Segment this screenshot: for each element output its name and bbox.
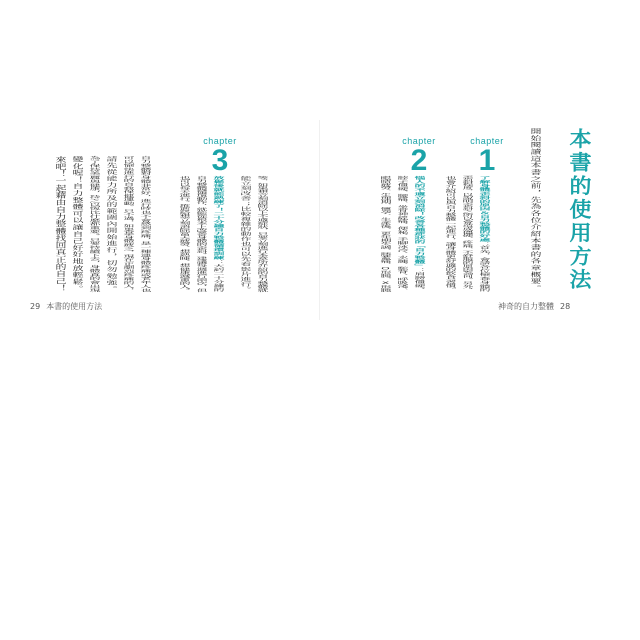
chapter-3-heading: 放鬆後就能熟練了！二十分鐘自力整體循環訓練 — [212, 176, 225, 260]
chapter-2-text-line: 脖子僵硬、腰痛、坐骨神經痛、便秘、手腳冰冷、水腫、駝背、呼吸淺、 — [396, 176, 409, 292]
chapter-2-lead: ：肩膀僵硬、 — [413, 267, 426, 292]
chapter-3-text-line: 自力整體循環動作，就能從根本上改善身體的歪斜。建議每週進行兩次，但 — [195, 176, 208, 293]
chapter-2-label: chapter — [402, 136, 436, 146]
chapter-3-marker — [195, 136, 245, 176]
body-text-line: 可以愉快進行的自我保健運動。只不過，如果是身體疲乏，現在正劇烈疼痛的人， — [122, 156, 135, 293]
chapter-3-text-line: 也可以每天進行。推薦給想立刻消除當天疲勞、想熟睡、想健康減重的人。 — [178, 176, 191, 293]
left-page-number: 29 — [30, 302, 41, 311]
body-text-line: 自力整體對身體非常好，進行時也不會感到疼痛，是一種連身體疼痛或老年人也 — [139, 156, 152, 293]
body-text-line: 變化喔！自力整體可以讓自己好好地放輕鬆。 — [71, 156, 84, 293]
chapter-2-text-line: 眼睛疲勞、生理期、懷孕、生產後、更年期失調、膝蓋痛、O形腿、X形腿 — [379, 176, 392, 292]
chapter-1-text-line: 也會介紹可以與自力整體一起進行，讓身體更舒適的飲食習慣。 — [444, 176, 457, 292]
right-page-number: 28 — [560, 302, 571, 311]
page-title: 本書的使用方法 — [566, 128, 591, 292]
chapter-1-number: 1 — [478, 144, 496, 177]
chapter-1-label: chapter — [470, 136, 504, 146]
chapter-1-marker — [462, 136, 512, 176]
body-text-line: 為了保持美麗與健康，持之以恆比什麼都重要。只要持續下去，身體真的會出現 — [88, 156, 101, 293]
left-text-line: 能立刻改善；比較複雜的動作也可以先看影片進行。 — [239, 176, 252, 292]
chapter-3-number: 3 — [211, 144, 229, 177]
body-text-line: 請先從能力所及的範圍內開始進行，切勿勉強。 — [105, 156, 118, 293]
chapter-3-lead: ：大約二十分鐘的 — [212, 259, 225, 292]
chapter-1-heading-line — [479, 176, 490, 292]
gutter-divider — [319, 120, 320, 320]
chapter-1-lead: ：首先，會請各位檢查身體的 — [478, 241, 491, 292]
chapter-3-heading-line — [213, 176, 224, 292]
left-footer — [30, 301, 102, 312]
chapter-2-heading-line — [414, 176, 425, 292]
chapter-2-marker — [394, 136, 444, 176]
chapter-3-label: chapter — [203, 136, 237, 146]
chapter-1-heading: 了解身體歪斜的原因＆自力整體的好處 — [478, 176, 491, 242]
left-text-line: 等，如果想立刻消除以上不適症狀，只要立刻進行本章所介紹的自力整體就 — [256, 176, 269, 293]
intro-line: 開始閱讀這本書之前，先為各位介紹本書的各章概要。 — [529, 128, 542, 292]
chapter-2-number: 2 — [410, 144, 428, 177]
left-footer-text: 本書的使用方法 — [46, 302, 103, 311]
chapter-1-text-line: 歪斜程度，以說明歪斜之所以會造成僵硬、疼痛、不舒服的原因為何。另外， — [461, 176, 474, 292]
chapter-2-heading: 惱人的不適立刻消除！改善各種症狀的「自力整體」 — [413, 176, 426, 268]
right-footer-text: 神奇的自力整體 — [498, 302, 554, 311]
right-footer — [498, 301, 576, 312]
body-text-line: 來吧！一起藉由自力整體找回真正的自己！ — [54, 156, 67, 292]
